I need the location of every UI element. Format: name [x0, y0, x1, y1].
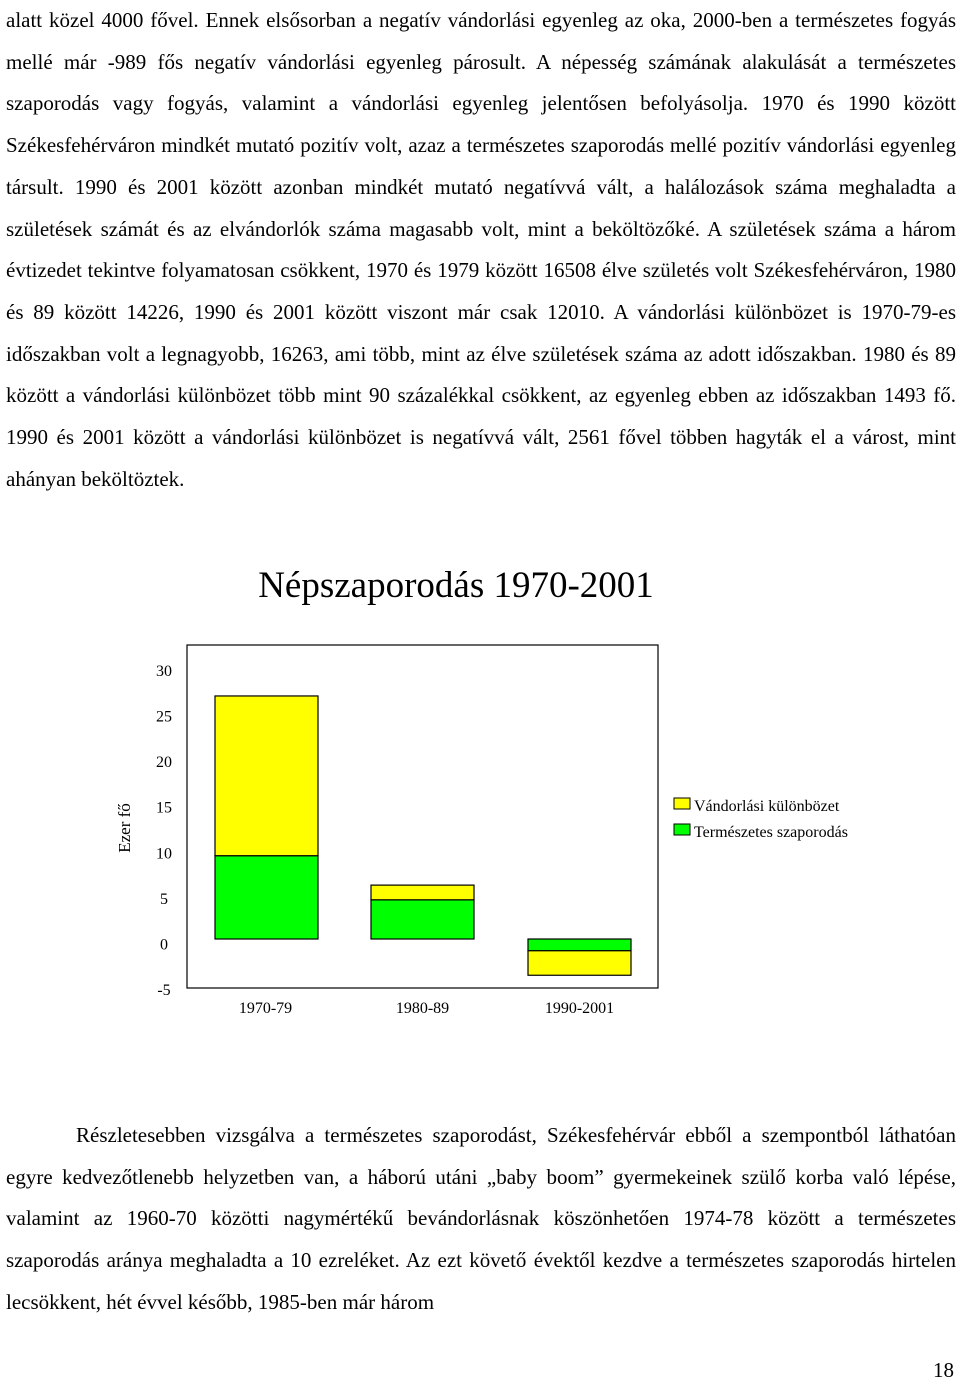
y-tick-label: 20: [156, 754, 172, 772]
bar: [215, 696, 318, 856]
bar: [371, 885, 474, 900]
bar: [528, 951, 631, 976]
legend-label: Természetes szaporodás: [694, 824, 848, 841]
x-tick-label: 1980-89: [395, 1000, 450, 1017]
y-tick-label: 0: [160, 936, 168, 954]
bar: [528, 939, 631, 951]
y-tick-label: 15: [156, 799, 172, 817]
bar: [215, 856, 318, 939]
population-chart: [0, 640, 960, 1040]
legend-swatch: [674, 798, 690, 809]
y-tick-label: 10: [156, 845, 172, 863]
y-tick-label: 25: [156, 708, 172, 726]
legend-swatch: [674, 824, 690, 835]
bar: [371, 900, 474, 939]
body-paragraph: alatt közel 4000 fővel. Ennek elsősorban a negatív vándorlási egyenleg az oka, 2000-ben a természetes fogyás mellé már -989 fős negatív vándorlási egyenleg párosult. A népesség számának alakulását a természetes szaporodás vagy fogyás, valamint a vándorlási egyenleg jelentősen befolyásolja. 1970 és 1990 között Székesfehérváron mindkét mutató pozitív volt, azaz a természetes szaporodás mellé pozitív vándorlási egyenleg társult. 1990 és 2001 között azonban mindkét mutató negatívvá vált, a halálozások száma meghaladta a születések számát és az elvándorlók száma magasabb volt, mint a beköltözőké. A születések száma a három évtizedet tekintve folyamatosan csökkent, 1970 és 1979 között 16508 élve születés volt Székesfehérváron, 1980 és 89 között 14226, 1990 és 2001 között viszont már csak 12010. A vándorlási különbözet is 1970-79-es időszakban volt a legnagyobb, 16263, ami több, mint az élve születések száma az adott időszakban. 1980 és 89 között a vándorlási különbözet több mint 90 százalékkal csökkent, az egyenleg ebben az időszakban 1493 fő. 1990 és 2001 között a vándorlási különbözet is negatívvá vált, 2561 fővel többen hagyták el a várost, mint ahányan beköltöztek.: [6, 8, 956, 491]
y-axis-label: Ezer fő: [115, 803, 134, 853]
x-tick-label: 1970-79: [238, 1000, 293, 1017]
y-tick-label: -5: [157, 982, 171, 999]
page-number: 18: [933, 1358, 954, 1382]
body-paragraph: Részletesebben vizsgálva a természetes szaporodást, Székesfehérvár ebből a szempontból láthatóan egyre kedvezőtlenebb helyzetben van, a háború utáni „baby boom” gyermekeinek szülő korba való lépése, valamint az 1960-70 közötti nagymértékű bevándorlásnak köszönhetően 1974-78 között a természetes szaporodás aránya meghaladta a 10 ezreléket. Az ezt követő évektől kezdve a természetes szaporodás hirtelen lecsökkent, hét évvel később, 1985-ben már három: [6, 1123, 956, 1314]
chart-title: Népszaporodás 1970-2001: [258, 565, 654, 606]
y-tick-label: 5: [160, 890, 168, 908]
y-tick-label: 30: [156, 663, 172, 680]
legend-label: Vándorlási különbözet: [694, 798, 840, 815]
x-tick-label: 1990-2001: [544, 1000, 615, 1017]
